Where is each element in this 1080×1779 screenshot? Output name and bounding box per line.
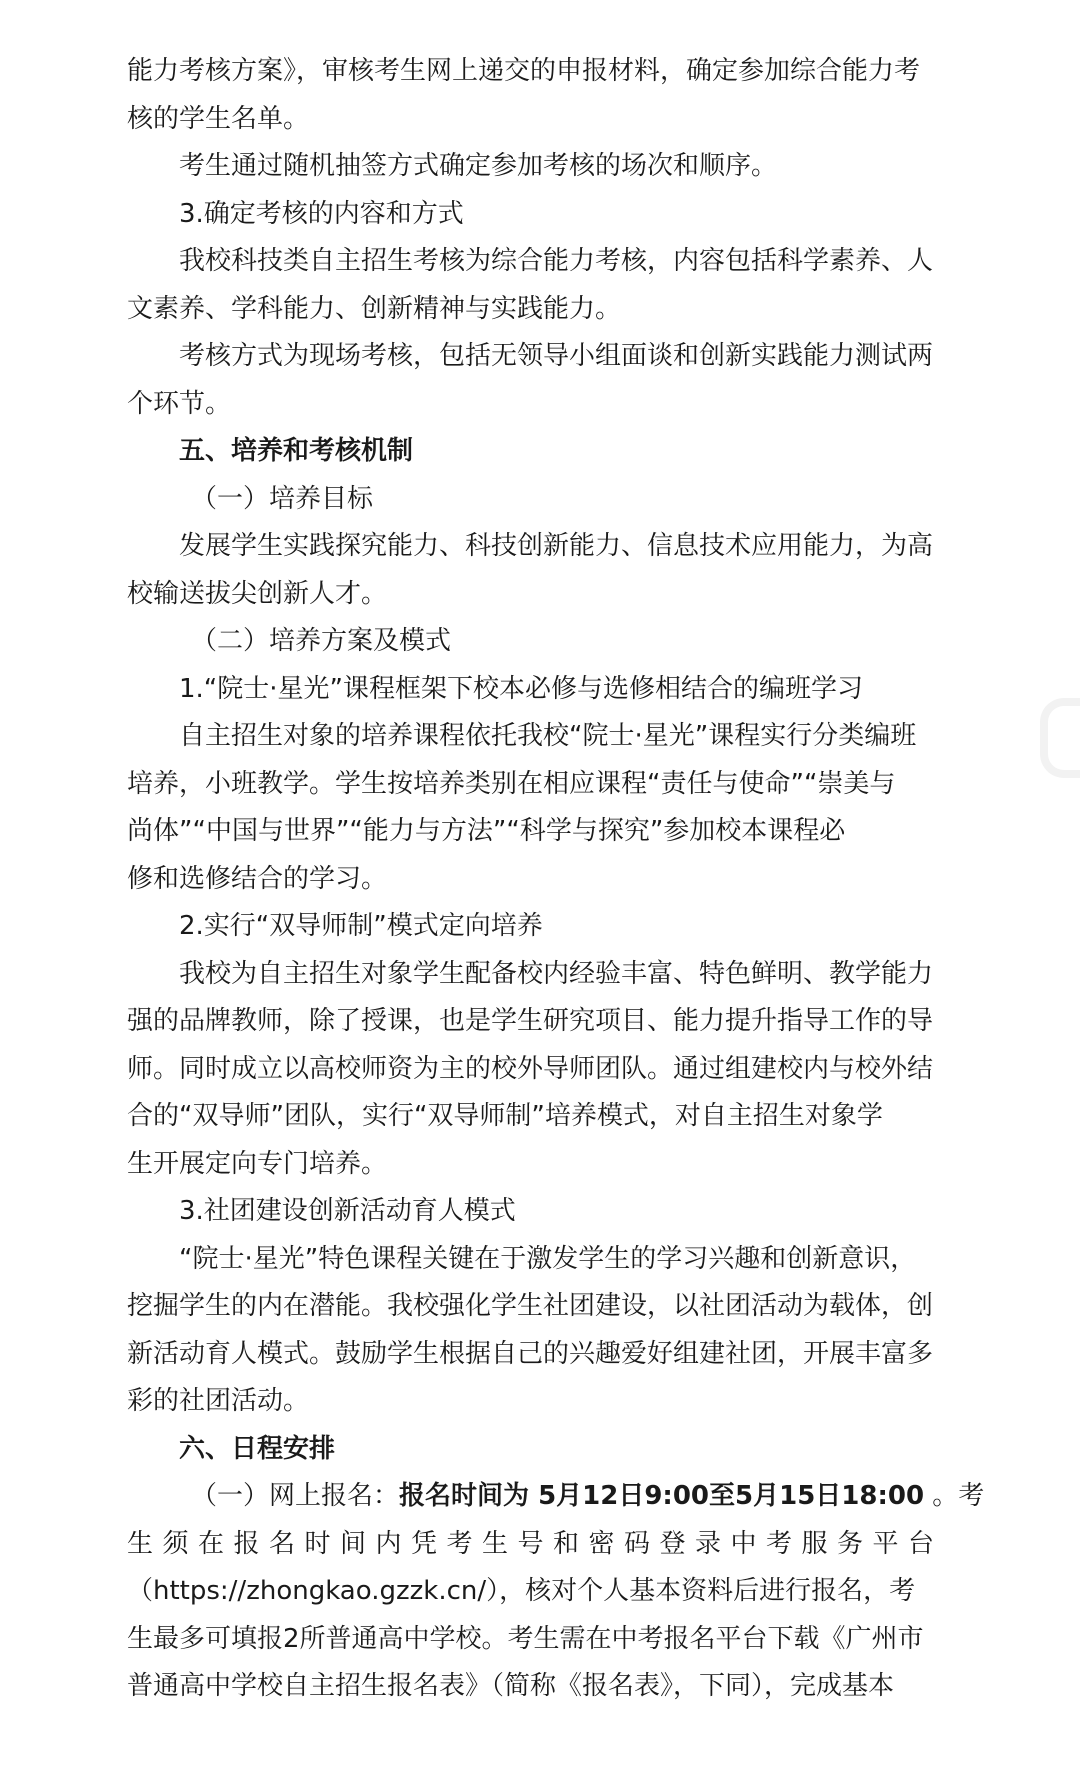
text-line: 我校为自主招生对象学生配备校内经验丰富、特色鲜明、教学能力 <box>179 958 934 989</box>
text-line: 个环节。 <box>127 388 232 419</box>
registration-line <box>127 1473 985 1521</box>
text-line: 挖掘学生的内在潜能。我校强化学生社团建设，以社团活动为载体，创 <box>127 1291 934 1321</box>
section-heading: 六、日程安排 <box>179 1433 336 1464</box>
text-line: 核的学生名单。 <box>127 103 310 134</box>
text-line: 文素养、学科能力、创新精神与实践能力。 <box>127 293 622 324</box>
text-line: 培养，小班教学。学生按培养类别在相应课程“责任与使命”“崇美与 <box>127 768 896 799</box>
text-line: 考核方式为现场考核，包括无领导小组面谈和创新实践能力测试两 <box>179 341 934 371</box>
text-line: 修和选修结合的学习。 <box>127 863 388 894</box>
text-line: 校输送拔尖创新人才。 <box>127 578 388 609</box>
text-line: 能力考核方案》，审核考生网上递交的申报材料，确定参加综合能力考 <box>127 56 921 86</box>
subsection-title: 3.社团建设创新活动育人模式 <box>179 1196 516 1226</box>
text-line: 我校科技类自主招生考核为综合能力考核，内容包括科学素养、人 <box>179 246 934 276</box>
registration-tail: 。考 <box>924 1481 985 1511</box>
page-edge-decoration <box>1040 698 1080 778</box>
text-line: 尚体”“中国与世界”“能力与方法”“科学与探究”参加校本课程必 <box>127 816 846 846</box>
text-line: 新活动育人模式。鼓励学生根据自己的兴趣爱好组建社团，开展丰富多 <box>127 1338 934 1369</box>
text-line: 合的“双导师”团队，实行“双导师制”培养模式，对自主招生对象学 <box>127 1101 883 1131</box>
subsection-title: 3.确定考核的内容和方式 <box>179 198 464 229</box>
text-line: 自主招生对象的培养课程依托我校“院士·星光”课程实行分类编班 <box>179 721 917 751</box>
document-page <box>127 48 985 1711</box>
subsection-title: 2.实行“双导师制”模式定向培养 <box>179 911 543 941</box>
text-line: 普通高中学校自主招生报名表》（简称《报名表》，下同），完成基本 <box>127 1671 895 1701</box>
text-line: 生开展定向专门培养。 <box>127 1148 388 1179</box>
subsection-title: 1.“院士·星光”课程框架下校本必修与选修相结合的编班学习 <box>179 673 864 704</box>
text-line: 生最多可填报2所普通高中学校。考生需在中考报名平台下载《广州市 <box>127 1623 924 1654</box>
text-line: 强的品牌教师，除了授课，也是学生研究项目、能力提升指导工作的导 <box>127 1006 934 1036</box>
text-line: 生须在报名时间内凭考生号和密码登录中考服务平台 <box>127 1528 944 1559</box>
text-line: 发展学生实践探究能力、科技创新能力、信息技术应用能力，为高 <box>179 531 934 561</box>
registration-time: 报名时间为 5月12日9:00至5月15日18:00 <box>399 1481 925 1511</box>
section-heading: 五、培养和考核机制 <box>179 436 414 466</box>
text-line: “院士·星光”特色课程关键在于激发学生的学习兴趣和创新意识， <box>179 1243 917 1274</box>
registration-label: （一）网上报名： <box>191 1481 400 1511</box>
text-line: （https://zhongkao.gzzk.cn/），核对个人基本资料后进行报名，考 <box>127 1576 916 1606</box>
text-line: 彩的社团活动。 <box>127 1386 310 1416</box>
text-line: 师。同时成立以高校师资为主的校外导师团队。通过组建校内与校外结 <box>127 1053 934 1084</box>
text-line: 考生通过随机抽签方式确定参加考核的场次和顺序。 <box>179 151 778 181</box>
subsection-title: （一）培养目标 <box>191 483 374 514</box>
subsection-title: （二）培养方案及模式 <box>191 626 452 656</box>
